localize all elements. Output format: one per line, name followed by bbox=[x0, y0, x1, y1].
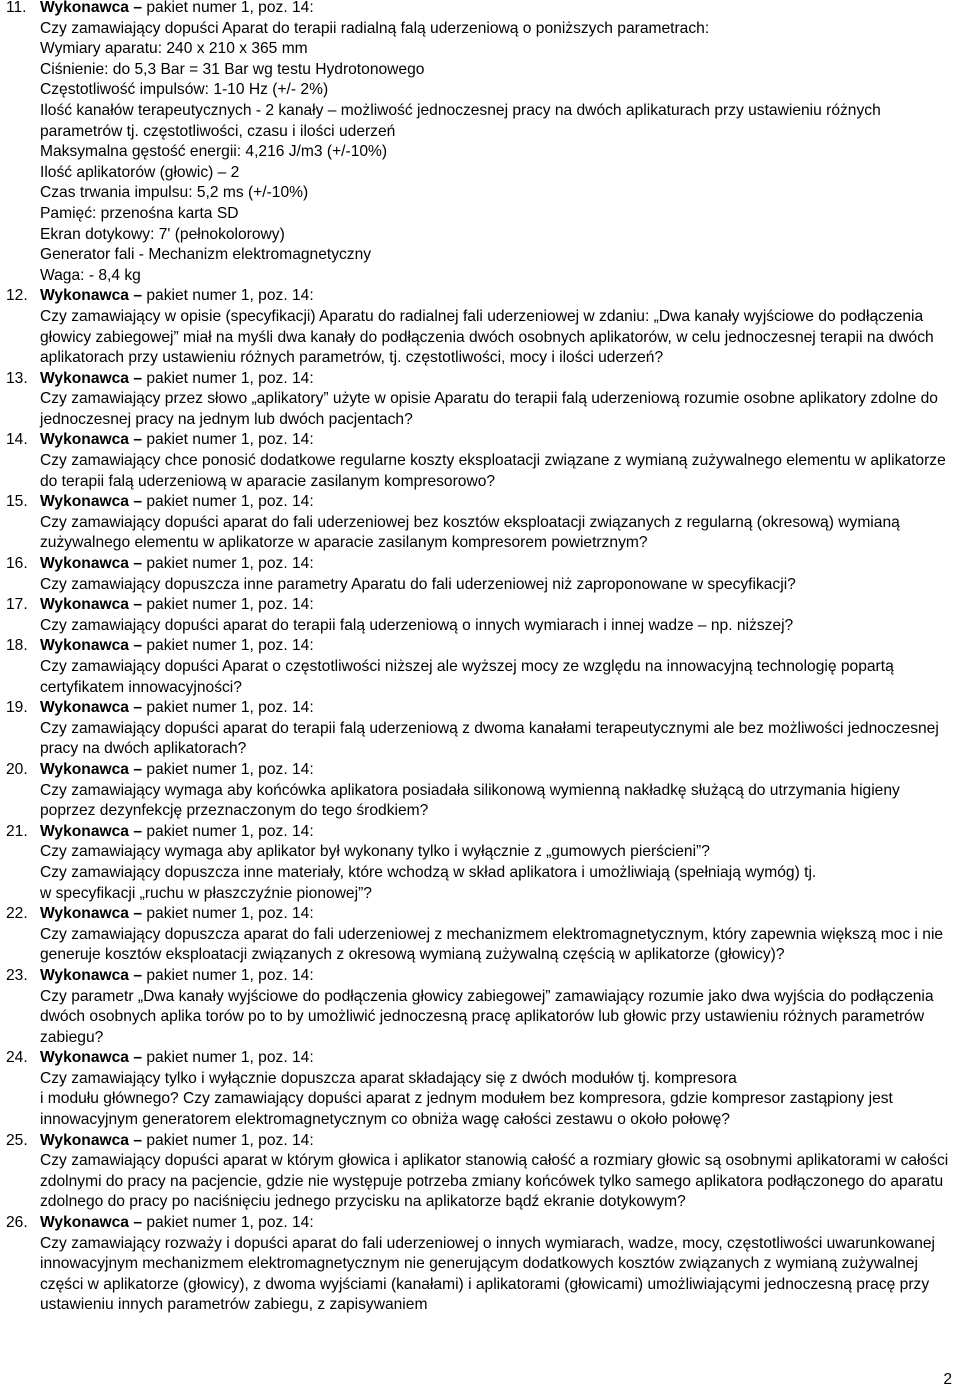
question-number: 17. bbox=[6, 596, 28, 614]
question-text: Częstotliwość impulsów: 1-10 Hz (+/- 2%) bbox=[40, 81, 329, 99]
question-item bbox=[0, 1048, 960, 1130]
question-heading bbox=[0, 636, 960, 657]
question-text: Czas trwania impulsu: 5,2 ms (+/-10%) bbox=[40, 184, 309, 202]
question-text: Czy zamawiający tylko i wyłącznie dopuszcza aparat składający się z dwóch modułów tj. kompresora bbox=[40, 1069, 737, 1087]
question-heading bbox=[0, 760, 960, 781]
question-heading bbox=[0, 0, 960, 19]
package-reference: pakiet numer 1, poz. 14: bbox=[146, 0, 314, 16]
question-number: 11. bbox=[6, 0, 27, 16]
question-heading bbox=[0, 1131, 960, 1152]
question-number: 15. bbox=[6, 493, 28, 511]
package-reference: pakiet numer 1, poz. 14: bbox=[146, 431, 314, 449]
question-text: w specyfikacji „ruchu w płaszczyźnie pionowej”? bbox=[40, 884, 372, 902]
dash-separator: – bbox=[133, 637, 143, 655]
question-number: 12. bbox=[6, 287, 28, 305]
question-item bbox=[0, 430, 960, 492]
dash-separator: – bbox=[133, 966, 143, 984]
question-text: Czy zamawiający dopuści Aparat do terapii radialną falą uderzeniową o poniższych parametrach: bbox=[40, 19, 710, 37]
question-heading bbox=[0, 1213, 960, 1234]
package-reference: pakiet numer 1, poz. 14: bbox=[146, 1049, 314, 1067]
question-item bbox=[0, 554, 960, 595]
question-item bbox=[0, 822, 960, 904]
dash-separator: – bbox=[133, 431, 143, 449]
package-reference: pakiet numer 1, poz. 14: bbox=[146, 596, 314, 614]
contractor-label: Wykonawca bbox=[40, 0, 129, 16]
contractor-label: Wykonawca bbox=[40, 905, 129, 923]
question-text: Maksymalna gęstość energii: 4,216 J/m3 (+/-10%) bbox=[40, 143, 388, 161]
question-item bbox=[0, 904, 960, 966]
dash-separator: – bbox=[133, 699, 143, 717]
question-item bbox=[0, 369, 960, 431]
question-text: Czy zamawiający dopuści aparat do terapii falą uderzeniową z dwoma kanałami terapeutycznymi ale bez możliwości jednoczesnej pracy na dwóch aplikatorach? bbox=[40, 719, 939, 758]
question-item bbox=[0, 492, 960, 554]
question-heading bbox=[0, 430, 960, 451]
question-text: Czy zamawiający przez słowo „aplikatory” użyte w opisie Aparatu do terapii falą uderzeniową rozumie osobne aplikatory zdolne do jednoczesnej pracy na jednym lub dwóch pacjentach? bbox=[40, 390, 938, 428]
dash-separator: – bbox=[133, 493, 143, 511]
contractor-label: Wykonawca bbox=[40, 369, 129, 387]
question-item bbox=[0, 636, 960, 698]
dash-separator: – bbox=[133, 1049, 143, 1067]
question-text: Ciśnienie: do 5,3 Bar = 31 Bar wg testu Hydrotonowego bbox=[40, 60, 425, 78]
question-text: Czy zamawiający dopuści aparat w którym głowica i aplikator stanowią całość a rozmiary głowic są osobnymi aplikatorami w całości zdolnymi do pracy na pacjencie, gdzie nie występuje potrzeba zmiany końcówek tylko samego aplikatora podłączonego do aparatu zdolnego do pracy po naciśnięciu jednego przycisku na aplikatorze bądź ekranie dotykowym? bbox=[40, 1152, 949, 1211]
question-item bbox=[0, 966, 960, 1048]
question-text: Czy zamawiający dopuści aparat do fali uderzeniowej bez kosztów eksploatacji związanych z regularną (okresową) wymianą zużywalnego elementu w aplikatorze w aparacie zasilanym kompresorem powietrznym? bbox=[40, 513, 900, 552]
question-heading bbox=[0, 698, 960, 719]
question-text: Czy zamawiający dopuszcza inne parametry Aparatu do fali uderzeniowej niż zaproponowane w specyfikacji? bbox=[40, 575, 796, 593]
dash-separator: – bbox=[133, 1214, 143, 1232]
contractor-label: Wykonawca bbox=[40, 760, 129, 778]
question-number: 25. bbox=[6, 1131, 28, 1149]
question-text: Pamięć: przenośna karta SD bbox=[40, 204, 239, 222]
contractor-label: Wykonawca bbox=[40, 822, 129, 840]
question-heading bbox=[0, 595, 960, 616]
question-item bbox=[0, 286, 960, 368]
question-text: Czy zamawiający chce ponosić dodatkowe regularne koszty eksploatacji związane z wymianą zużywalnego elementu w aplikatorze do terapii falą uderzeniową w aparacie zasilanym kompresorowo? bbox=[40, 452, 946, 490]
dash-separator: – bbox=[133, 822, 143, 840]
package-reference: pakiet numer 1, poz. 14: bbox=[146, 555, 314, 573]
question-item bbox=[0, 1213, 960, 1316]
package-reference: pakiet numer 1, poz. 14: bbox=[146, 760, 314, 778]
question-text: Wymiary aparatu: 240 x 210 x 365 mm bbox=[40, 40, 308, 58]
question-text: Czy zamawiający wymaga aby aplikator był wykonany tylko i wyłącznie z „gumowych pierścieni”? bbox=[40, 843, 710, 861]
package-reference: pakiet numer 1, poz. 14: bbox=[146, 966, 314, 984]
question-item bbox=[0, 698, 960, 760]
question-text: Generator fali - Mechanizm elektromagnetyczny bbox=[40, 246, 372, 264]
contractor-label: Wykonawca bbox=[40, 699, 129, 717]
contractor-label: Wykonawca bbox=[40, 966, 129, 984]
package-reference: pakiet numer 1, poz. 14: bbox=[146, 493, 314, 511]
question-text: Czy zamawiający dopuści aparat do terapii falą uderzeniową o innych wymiarach i innej wadze – np. niższej? bbox=[40, 616, 794, 634]
page-number: 2 bbox=[943, 1371, 952, 1389]
question-number: 21. bbox=[6, 822, 28, 840]
contractor-label: Wykonawca bbox=[40, 637, 129, 655]
question-number: 18. bbox=[6, 637, 28, 655]
dash-separator: – bbox=[133, 287, 143, 305]
contractor-label: Wykonawca bbox=[40, 287, 129, 305]
dash-separator: – bbox=[133, 1131, 143, 1149]
contractor-label: Wykonawca bbox=[40, 1214, 129, 1232]
question-heading bbox=[0, 822, 960, 843]
question-number: 14. bbox=[6, 431, 28, 449]
package-reference: pakiet numer 1, poz. 14: bbox=[146, 369, 314, 387]
question-text: Czy parametr „Dwa kanały wyjściowe do podłączenia głowicy zabiegowej” zamawiający rozumie jako dwa wyjścia do podłączenia dwóch osobnych aplika torów po to by umożliwić jednoczesną pracę aplikatorów lub głowic przy ustawieniu różnych parametrów zabiegu? bbox=[40, 987, 934, 1046]
package-reference: pakiet numer 1, poz. 14: bbox=[146, 1131, 314, 1149]
question-heading bbox=[0, 904, 960, 925]
question-number: 23. bbox=[6, 966, 28, 984]
contractor-label: Wykonawca bbox=[40, 555, 129, 573]
question-text: Czy zamawiający w opisie (specyfikacji) Aparatu do radialnej fali uderzeniowej w zdaniu: „Dwa kanały wyjściowe do podłączenia głowicy zabiegowej” miał na myśli dwa kanały do podłączenia dwóch osobnych aplikatorów, w celu jednoczesnej terapii na dwóch aplikatorach przy ustawieniu różnych parametrów, tj. częstotliwości, mocy i ilości uderzeń? bbox=[40, 307, 934, 367]
question-heading bbox=[0, 492, 960, 513]
dash-separator: – bbox=[133, 555, 143, 573]
package-reference: pakiet numer 1, poz. 14: bbox=[146, 1214, 314, 1232]
question-item bbox=[0, 0, 960, 286]
question-item bbox=[0, 760, 960, 822]
question-number: 16. bbox=[6, 555, 28, 573]
question-text: Czy zamawiający wymaga aby końcówka aplikatora posiadała silikonową wymienną nakładkę służącą do utrzymania higieny poprzez dezynfekcję przeznaczonym do tego środkiem? bbox=[40, 781, 900, 820]
dash-separator: – bbox=[133, 760, 143, 778]
package-reference: pakiet numer 1, poz. 14: bbox=[146, 287, 314, 305]
question-text: Czy zamawiający dopuszcza aparat do fali uderzeniowej z mechanizmem elektromagnetycznym, który zapewnia większą moc i nie generuje kosztów eksploatacji związanych z okresową wymianą zużywalną częścią w aplikatorze (głowicy)? bbox=[40, 925, 944, 964]
dash-separator: – bbox=[133, 596, 143, 614]
question-number: 26. bbox=[6, 1214, 28, 1232]
dash-separator: – bbox=[133, 369, 143, 387]
question-text: Czy zamawiający rozważy i dopuści aparat do fali uderzeniowej o innych wymiarach, wadze, mocy, częstotliwości uwarunkowanej innowacyjnym mechanizmem elektromagnetycznym nie generującym dodatkowych kosztów związanych z wymianą zużywalnej części w aplikatorze (głowicy), z dwoma wyjściami (kanałami) i aplikatorami (głowicami) umożliwiającymi jednoczesną pracę przy ustawieniu innych parametrów zabiegu, z zapisywaniem bbox=[40, 1234, 936, 1314]
question-text: Czy zamawiający dopuszcza inne materiały, które wchodzą w skład aplikatora i umożliwiają (spełniają wymóg) tj. bbox=[40, 863, 817, 881]
question-number: 22. bbox=[6, 905, 28, 923]
contractor-label: Wykonawca bbox=[40, 596, 129, 614]
question-item bbox=[0, 595, 960, 636]
question-heading bbox=[0, 286, 960, 307]
contractor-label: Wykonawca bbox=[40, 431, 129, 449]
question-text: i modułu głównego? Czy zamawiający dopuści aparat z jednym modułem bez kompresora, gdzie kompresor zastąpiony jest innowacyjnym generatorem elektromagnetycznym co obniża wagę całości zestawu o około połowę? bbox=[40, 1090, 893, 1129]
question-number: 13. bbox=[6, 369, 28, 387]
question-heading bbox=[0, 369, 960, 390]
package-reference: pakiet numer 1, poz. 14: bbox=[146, 905, 314, 923]
package-reference: pakiet numer 1, poz. 14: bbox=[146, 822, 314, 840]
contractor-label: Wykonawca bbox=[40, 493, 129, 511]
question-text: Waga: - 8,4 kg bbox=[40, 266, 141, 284]
question-heading bbox=[0, 1048, 960, 1069]
question-text: Ekran dotykowy: 7' (pełnokolorowy) bbox=[40, 225, 285, 243]
question-number: 20. bbox=[6, 760, 28, 778]
dash-separator: – bbox=[133, 905, 143, 923]
question-heading bbox=[0, 554, 960, 575]
package-reference: pakiet numer 1, poz. 14: bbox=[146, 699, 314, 717]
question-text: Ilość aplikatorów (głowic) – 2 bbox=[40, 163, 240, 181]
question-heading bbox=[0, 966, 960, 987]
question-number: 19. bbox=[6, 699, 28, 717]
contractor-label: Wykonawca bbox=[40, 1131, 129, 1149]
question-text: Ilość kanałów terapeutycznych - 2 kanały – możliwość jednoczesnej pracy na dwóch aplikaturach przy ustawieniu różnych parametrów tj. częstotliwości, czasu i ilości uderzeń bbox=[40, 101, 881, 140]
question-item bbox=[0, 1131, 960, 1213]
question-number: 24. bbox=[6, 1049, 28, 1067]
question-text: Czy zamawiający dopuści Aparat o częstotliwości niższej ale wyższej mocy ze względu na innowacyjną technologię popartą certyfikatem innowacyjności? bbox=[40, 658, 894, 696]
contractor-label: Wykonawca bbox=[40, 1049, 129, 1067]
dash-separator: – bbox=[133, 0, 143, 16]
package-reference: pakiet numer 1, poz. 14: bbox=[146, 637, 314, 655]
